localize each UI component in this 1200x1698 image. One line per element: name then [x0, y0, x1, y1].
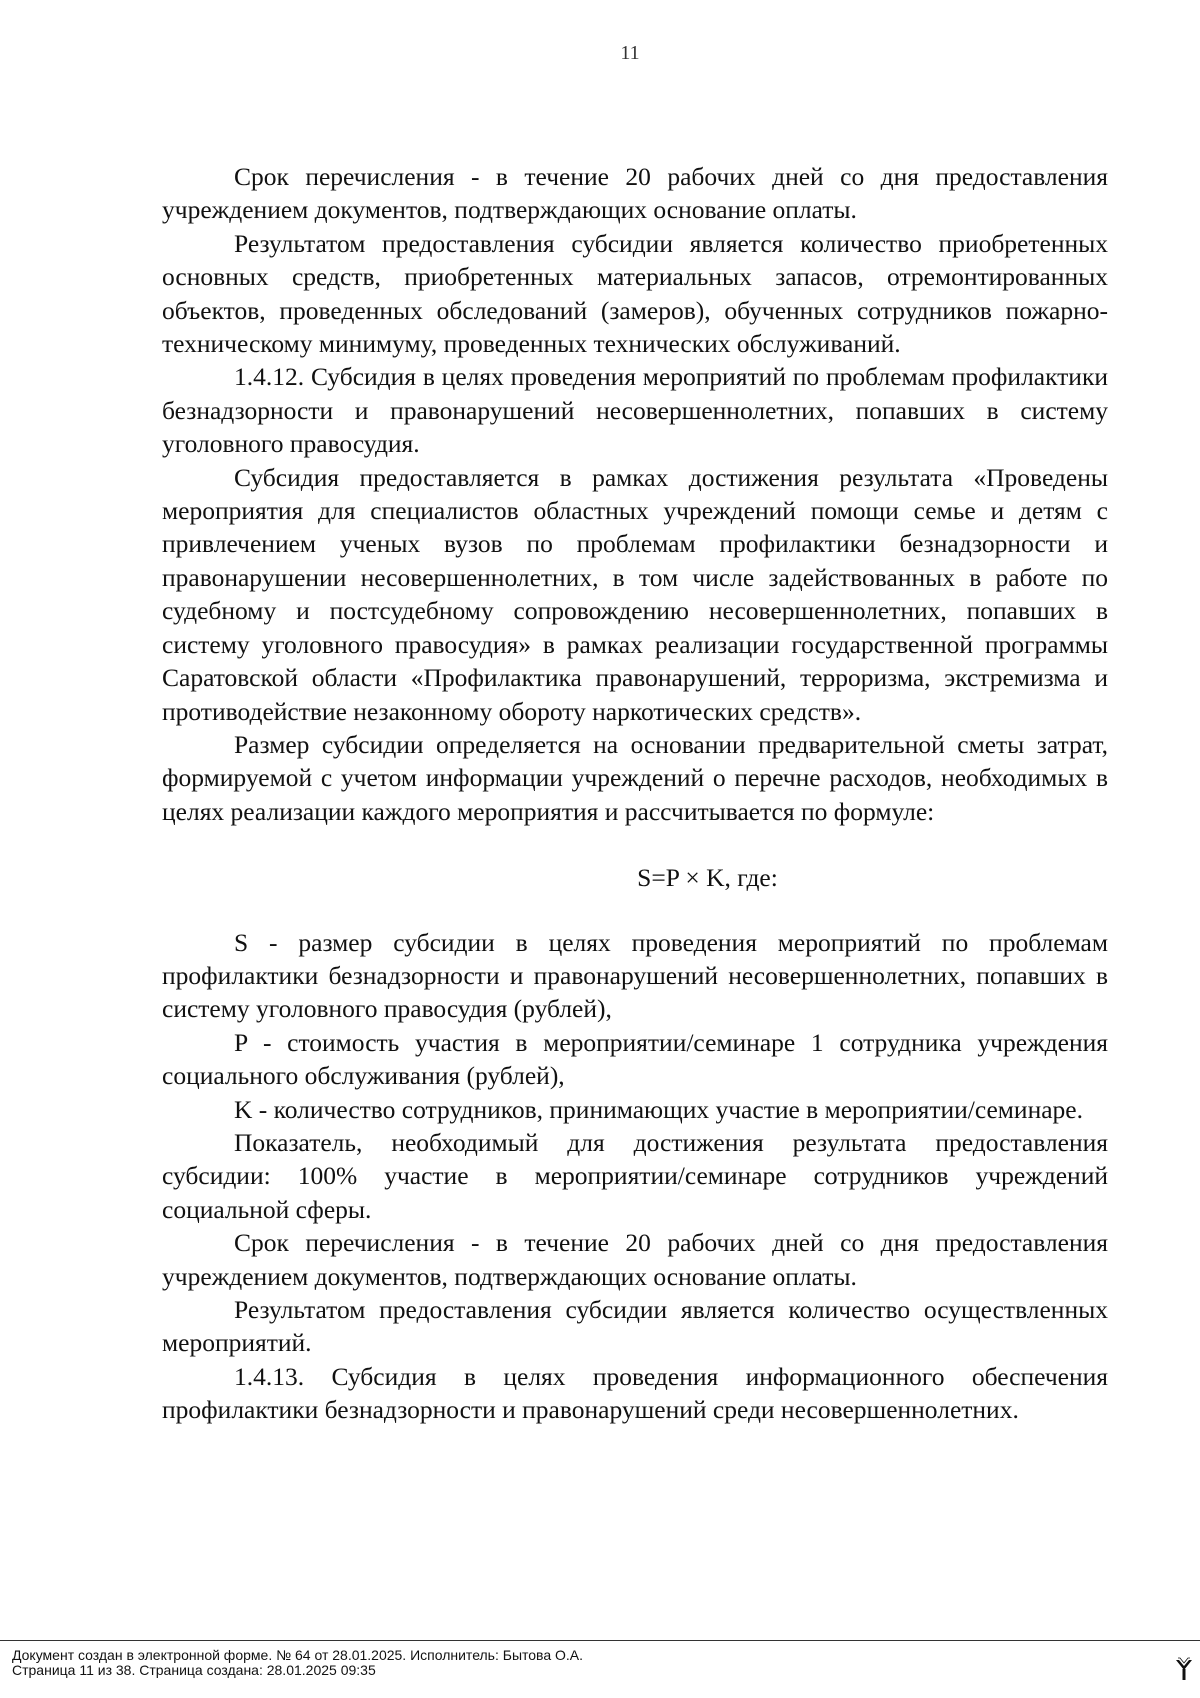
- paragraph-result: Результатом предоставления субсидии является количество приобретенных основных средств, приобретенных материальных запасов, отремонтированных объектов, проведенных обследований (замеров), обученных сотрудников пожарно-техническому минимуму, проведенных технических обслуживаний.: [162, 228, 1108, 359]
- document-body: [162, 160, 1108, 1427]
- paragraph-indicator: Показатель, необходимый для достижения результата предоставления субсидии: 100% участие в мероприятии/семинаре сотрудников учреждений социальной сферы.: [162, 1127, 1108, 1224]
- footer-line-1: Документ создан в электронной форме. № 64 от 28.01.2025. Исполнитель: Бытова О.А.: [12, 1647, 584, 1663]
- footer-line-2: Страница 11 из 38. Страница создана: 28.01.2025 09:35: [12, 1662, 376, 1678]
- formula: S=P × K, где:: [637, 863, 778, 893]
- paragraph-definition-s: S - размер субсидии в целях проведения мероприятий по проблемам профилактики безнадзорности и правонарушений несовершеннолетних, попавших в систему уголовного правосудия (рублей),: [162, 927, 1108, 1024]
- paragraph-section-1-4-13: 1.4.13. Субсидия в целях проведения информационного обеспечения профилактики безнадзорности и правонарушений среди несовершеннолетних.: [162, 1361, 1108, 1425]
- document-footer: [0, 1640, 1200, 1678]
- paragraph-subsidy-provision: Субсидия предоставляется в рамках достижения результата «Проведены мероприятия для специалистов областных учреждений помощи семье и детям с привлечением ученых вузов по проблемам профилактики безнадзорности и правонарушении несовершеннолетних, в том числе задействованных в работе по судебному и постсудебному сопровождению несовершеннолетних, попавших в систему уголовного правосудия» в рамках реализации государственной программы Саратовской области «Профилактика правонарушений, терроризма, экстремизма и противодействие незаконному обороту наркотических средств».: [162, 462, 1108, 726]
- paragraph-section-1-4-12: 1.4.12. Субсидия в целях проведения мероприятий по проблемам профилактики безнадзорности и правонарушений несовершеннолетних, попавших в систему уголовного правосудия.: [162, 362, 1108, 459]
- paragraph-definition-k: K - количество сотрудников, принимающих участие в мероприятии/семинаре.: [234, 1094, 1083, 1124]
- paragraph-result-2: Результатом предоставления субсидии является количество осуществленных мероприятий.: [162, 1295, 1108, 1358]
- page-number: 11: [620, 42, 640, 64]
- emblem-icon: [1174, 1657, 1194, 1681]
- paragraph-subsidy-size: Размер субсидии определяется на основании предварительной сметы затрат, формируемой с учетом информации учреждений о перечне расходов, необходимых в целях реализации каждого мероприятия и рассчитывается по формуле:: [162, 729, 1108, 826]
- paragraph-payment-term-2: Срок перечисления - в течение 20 рабочих дней со дня предоставления учреждением документов, подтверждающих основание оплаты.: [162, 1228, 1108, 1291]
- footer-text: [12, 1648, 583, 1678]
- paragraph-definition-p: P - стоимость участия в мероприятии/семинаре 1 сотрудника учреждения социального обслуживания (рублей),: [162, 1027, 1108, 1091]
- paragraph-payment-term: Срок перечисления - в течение 20 рабочих дней со дня предоставления учреждением документов, подтверждающих основание оплаты.: [162, 162, 1108, 225]
